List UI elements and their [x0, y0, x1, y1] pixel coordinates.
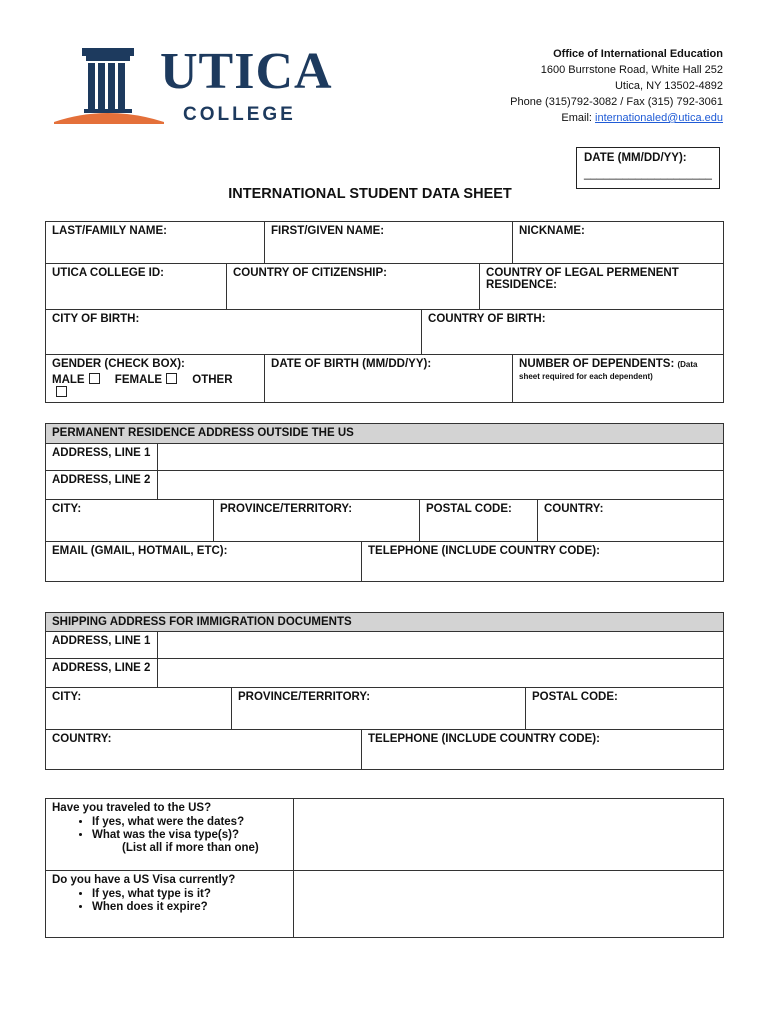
perm-line1-input[interactable] — [158, 444, 724, 471]
female-label: FEMALE — [114, 374, 163, 386]
last-name-field[interactable]: LAST/FAMILY NAME: — [46, 222, 265, 264]
gender-field — [46, 355, 265, 403]
travel-question-2 — [46, 871, 294, 938]
ship-line1-input[interactable] — [158, 632, 724, 659]
perm-line2-label: ADDRESS, LINE 2 — [46, 471, 158, 500]
perm-province-field[interactable]: PROVINCE/TERRITORY: — [214, 500, 420, 542]
q1-text: Have you traveled to the US? — [52, 802, 212, 814]
office-contact — [510, 46, 723, 126]
female-checkbox[interactable] — [166, 373, 177, 384]
office-address-2: Utica, NY 13502-4892 — [614, 80, 723, 92]
date-of-birth-field[interactable]: DATE OF BIRTH (MM/DD/YY): — [265, 355, 513, 403]
city-of-birth-field[interactable]: CITY OF BIRTH: — [46, 310, 422, 355]
office-title: Office of International Education — [553, 48, 723, 60]
perm-line1-label: ADDRESS, LINE 1 — [46, 444, 158, 471]
brand-name: UTICA — [160, 43, 333, 100]
perm-city-field[interactable]: CITY: — [46, 500, 214, 542]
shipping-heading: SHIPPING ADDRESS FOR IMMIGRATION DOCUMENTS — [46, 613, 724, 632]
male-checkbox[interactable] — [89, 373, 100, 384]
travel-question-1 — [46, 799, 294, 871]
travel-answer-2[interactable] — [294, 871, 724, 938]
ship-postal-field[interactable]: POSTAL CODE: — [526, 688, 724, 730]
date-blank: ____________________ — [584, 168, 712, 180]
brand-subname: COLLEGE — [183, 104, 296, 125]
citizenship-field[interactable]: COUNTRY OF CITIZENSHIP: — [227, 264, 480, 310]
ship-line2-input[interactable] — [158, 659, 724, 688]
perm-country-field[interactable]: COUNTRY: — [538, 500, 724, 542]
shipping-address-table — [45, 612, 724, 770]
q2-text: Do you have a US Visa currently? — [52, 874, 236, 886]
residence-field[interactable]: COUNTRY OF LEGAL PERMENENT RESIDENCE: — [480, 264, 724, 310]
q1-bullet-dates: • If yes, what were the dates? — [92, 816, 287, 828]
dependents-note: (Data sheet required for each dependent) — [519, 360, 698, 381]
ship-city-field[interactable]: CITY: — [46, 688, 232, 730]
permanent-address-table — [45, 423, 724, 582]
other-label: OTHER — [192, 374, 233, 386]
q1-note: (List all if more than one) — [122, 842, 259, 854]
dependents-field[interactable] — [513, 355, 724, 403]
travel-answer-1[interactable] — [294, 799, 724, 871]
perm-email-field[interactable]: EMAIL (GMAIL, HOTMAIL, ETC): — [46, 542, 362, 582]
perm-telephone-field[interactable]: TELEPHONE (INCLUDE COUNTRY CODE): — [362, 542, 724, 582]
first-name-field[interactable]: FIRST/GIVEN NAME: — [265, 222, 513, 264]
form-title: INTERNATIONAL STUDENT DATA SHEET — [228, 186, 512, 202]
office-phone: Phone (315)792-3082 / Fax (315) 792-3061 — [510, 96, 723, 108]
ship-province-field[interactable]: PROVINCE/TERRITORY: — [232, 688, 526, 730]
personal-info-table — [45, 221, 724, 403]
date-label: DATE (MM/DD/YY): — [584, 152, 687, 164]
date-box[interactable] — [576, 147, 720, 189]
gender-label: GENDER (CHECK BOX): — [52, 358, 185, 370]
q1-bullet-visa: • What was the visa type(s)? — [92, 829, 287, 841]
perm-postal-field[interactable]: POSTAL CODE: — [420, 500, 538, 542]
ship-telephone-field[interactable]: TELEPHONE (INCLUDE COUNTRY CODE): — [362, 730, 724, 770]
country-of-birth-field[interactable]: COUNTRY OF BIRTH: — [422, 310, 724, 355]
q2-bullet-type: • If yes, what type is it? — [92, 888, 287, 900]
q2-bullet-expire: • When does it expire? — [92, 901, 287, 913]
perm-line2-input[interactable] — [158, 471, 724, 500]
travel-questions-table — [45, 798, 724, 938]
office-address-1: 1600 Burrstone Road, White Hall 252 — [540, 64, 723, 76]
office-email-row — [510, 110, 723, 126]
ship-line1-label: ADDRESS, LINE 1 — [46, 632, 158, 659]
email-label: Email: — [561, 112, 592, 124]
ship-line2-label: ADDRESS, LINE 2 — [46, 659, 158, 688]
nickname-field[interactable]: NICKNAME: — [513, 222, 724, 264]
dependents-label: NUMBER OF DEPENDENTS: — [519, 358, 675, 370]
male-label: MALE — [52, 374, 85, 386]
college-logo-icon — [52, 48, 170, 124]
ship-country-field[interactable]: COUNTRY: — [46, 730, 362, 770]
email-link[interactable]: internationaled@utica.edu — [595, 112, 723, 124]
college-id-field[interactable]: UTICA COLLEGE ID: — [46, 264, 227, 310]
permanent-heading: PERMANENT RESIDENCE ADDRESS OUTSIDE THE US — [46, 424, 724, 444]
other-checkbox[interactable] — [56, 386, 67, 397]
